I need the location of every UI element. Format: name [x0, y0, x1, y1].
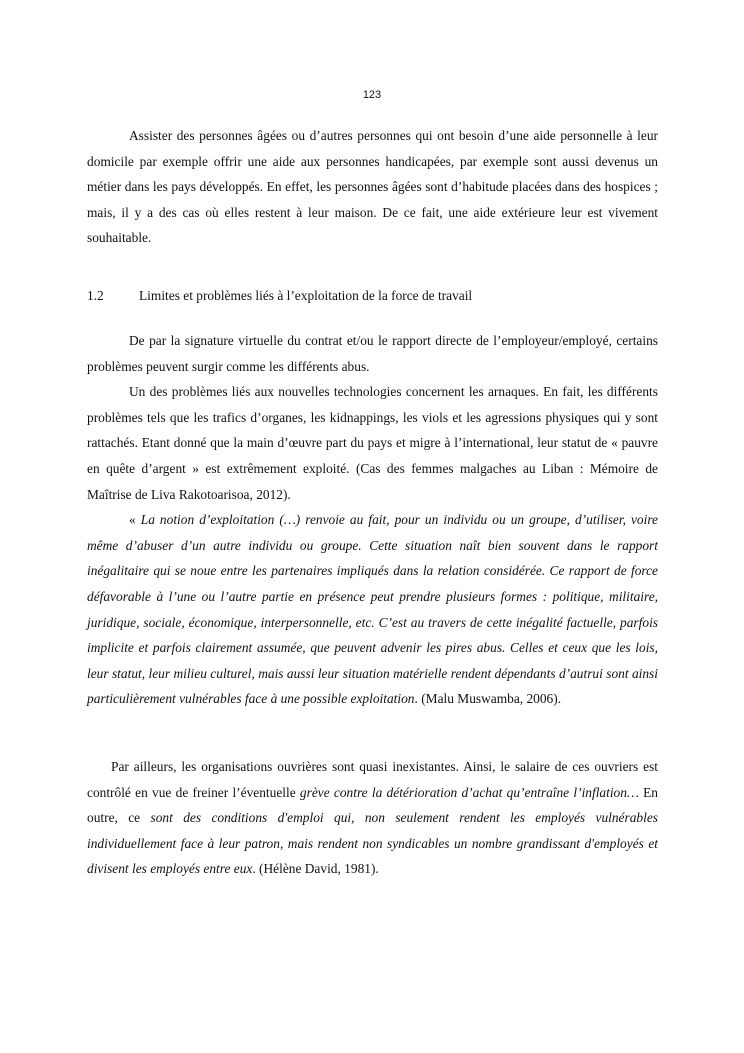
paragraph-text: Assister des personnes âgées ou d’autres personnes qui ont besoin d’une aide personnelle à leur domicile par exemple offrir une aide aux personnes handicapées, par exemple sont aussi devenus un métier dans les pays développés. En effet, les personnes âgées sont d’habitude placées dans des hospices ; mais, il y a des cas où elles restent à leur maison. De ce fait, une aide extérieure leur est vivement souhaitable. [87, 128, 658, 246]
quote-text: La notion d’exploitation (…) renvoie au fait, pour un individu ou un groupe, d’utiliser, voire même d’abuser d’un autre individu ou groupe. Cette situation naît bien souvent dans le rapport inégalitaire qui se noue entre les partenaires impliqués dans la relation considérée. Ce rapport de force défavorable à l’une ou l’autre partie en présence peut prendre plusieurs formes : politique, militaire, juridique, sociale, économique, interpersonnelle, etc. C’est au travers de cette inégalité factuelle, parfois implicite et parfois clairement assumée, que peuvent advenir les pires abus. Celles et ceux que les lois, leur statut, leur milieu culturel, mais aussi leur situation matérielle rendent dépendants d’autrui sont ainsi particulièrement vulnérables face à une possible exploitation [87, 512, 659, 707]
paragraph-workers-text [87, 754, 658, 882]
quote-paragraph [87, 507, 658, 712]
paragraph-workers-organizations [87, 754, 658, 882]
quote-open-mark: « [129, 512, 141, 528]
workers-text-italic1: grève contre la détérioration d’achat qu’entraîne l’inflation… [299, 784, 639, 800]
quote-citation: . (Malu Muswamba, 2006). [414, 691, 562, 707]
paragraph-home-care [87, 123, 658, 251]
section-body [87, 328, 658, 712]
page-number: 123 [362, 89, 382, 101]
workers-text-italic2: sont des conditions d'emploi qui, non seulement rendent les employés vulnérables individuellement face à leur patron, mais rendent non syndicables un nombre grandissant d'employés et divisent les employés entre eux [87, 810, 658, 877]
workers-text-part2: En outre, ce [87, 784, 658, 826]
paragraph-scams: Un des problèmes liés aux nouvelles technologies concernent les arnaques. En fait, les différents problèmes tels que les trafics d’organes, les kidnappings, les viols et les agressions physiques qui y sont rattachés. Etant donné que la main d’œuvre part du pays et migre à l’international, leur statut de « pauvre en quête d’argent » est extrêmement exploité. (Cas des femmes malgaches au Liban : Mémoire de Maîtrise de Liva Rakotoarisoa, 2012). [87, 384, 658, 502]
workers-citation: . (Hélène David, 1981). [252, 861, 379, 877]
workers-text-part1: Par ailleurs, les organisations ouvrières sont quasi inexistantes. Ainsi, le salaire de ces ouvriers est contrôlé en vue de freiner l’éventuelle [87, 759, 658, 800]
paragraph-contract-abuses: De par la signature virtuelle du contrat et/ou le rapport directe de l’employeur/employé, certains problèmes peuvent surgir comme les différents abus. [87, 333, 658, 374]
section-heading [87, 283, 658, 309]
section-title: Limites et problèmes liés à l’exploitation de la force de travail [139, 288, 473, 303]
section-number: 1.2 [87, 288, 104, 303]
